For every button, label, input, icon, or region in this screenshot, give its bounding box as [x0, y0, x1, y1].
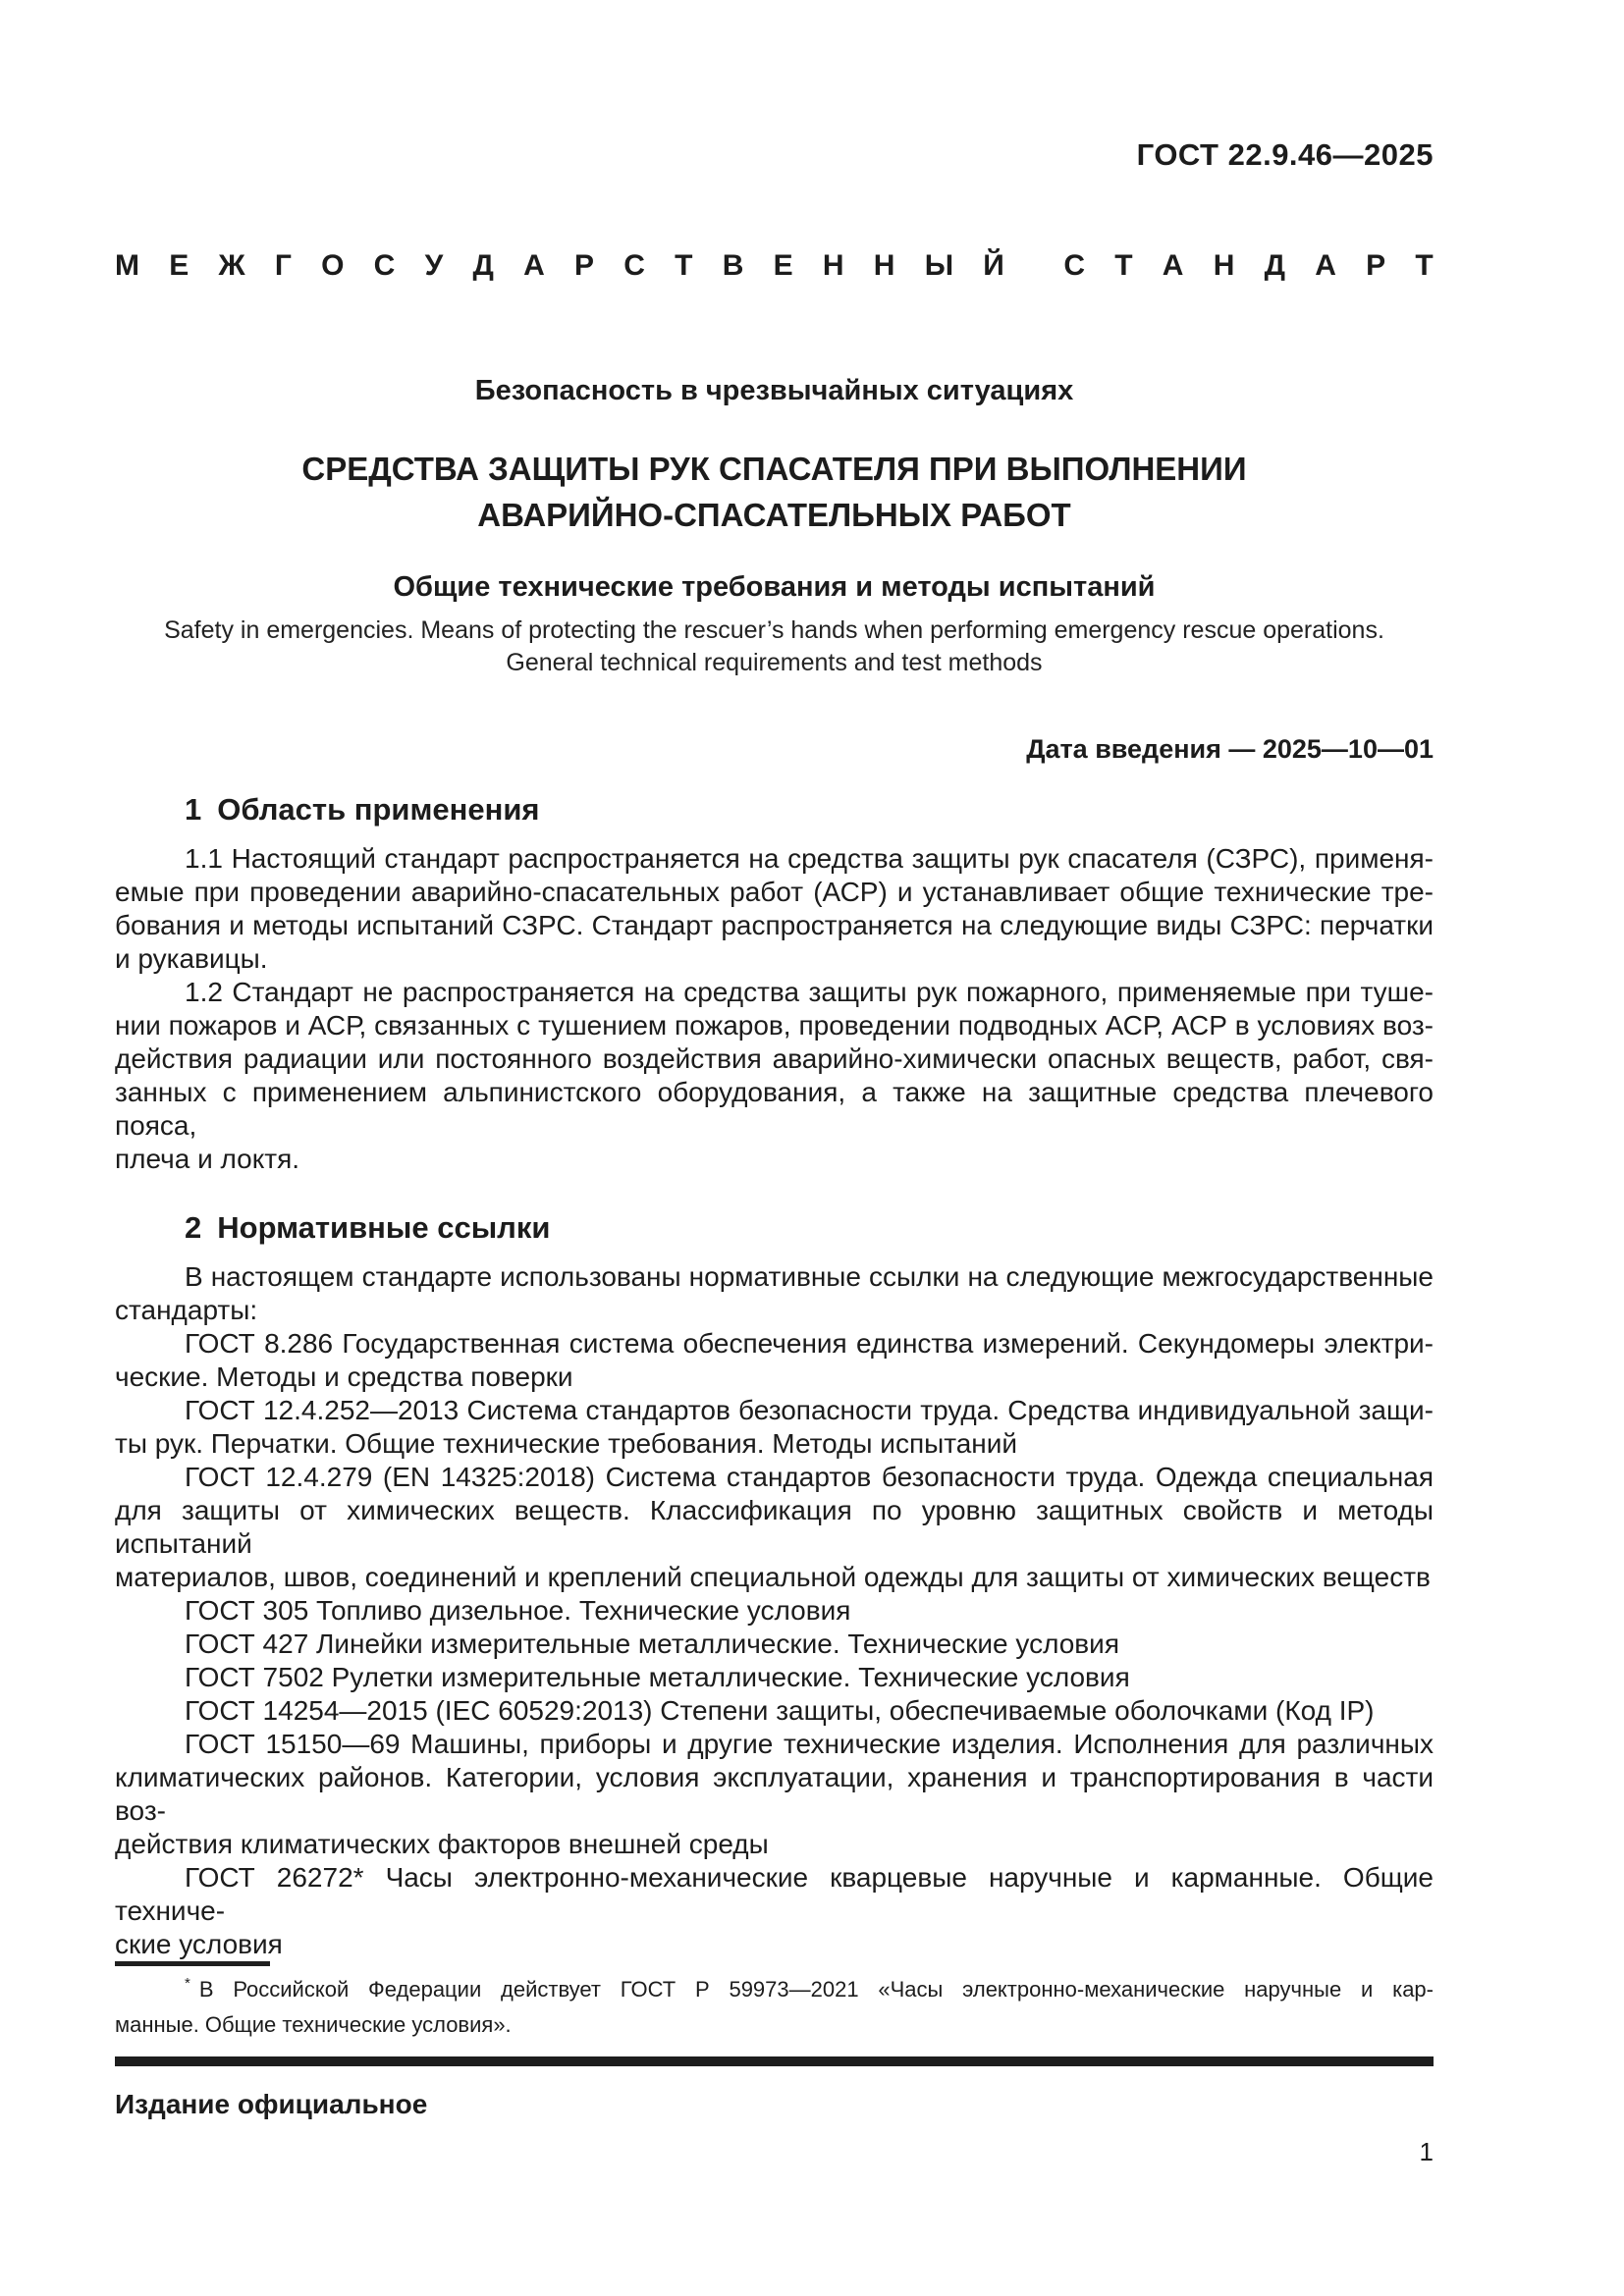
- title-english-line-2: General technical requirements and test methods: [506, 649, 1043, 676]
- footnote-line: [115, 1973, 1434, 2008]
- paragraph: [115, 842, 1434, 976]
- edition-note: Издание официальное: [115, 2089, 428, 2119]
- standard-type-letter: Т: [675, 249, 693, 282]
- standard-type-letter: В: [722, 249, 744, 282]
- paragraph-line: ГОСТ 12.4.252—2013 Система стандартов безопасности труда. Средства индивидуальной защи-: [185, 1395, 1434, 1425]
- standard-type-letter: С: [623, 249, 645, 282]
- standard-type-letter: Т: [1415, 249, 1434, 282]
- standard-type-letter: Д: [472, 249, 494, 282]
- standard-type-letter: Й: [983, 249, 1004, 282]
- paragraph: [115, 1628, 1434, 1661]
- paragraph-line: ты рук. Перчатки. Общие технические требования. Методы испытаний: [115, 1428, 1018, 1459]
- paragraph-line: климатических районов. Категории, условия эксплуатации, хранения и транспортирования в части воз-: [115, 1762, 1434, 1826]
- section-title: Нормативные ссылки: [217, 1210, 551, 1245]
- standard-type-letter: С: [1063, 249, 1085, 282]
- main-title-line-1: СРЕДСТВА ЗАЩИТЫ РУК СПАСАТЕЛЯ ПРИ ВЫПОЛНЕНИИ: [301, 451, 1247, 487]
- section-heading: [115, 791, 1434, 828]
- paragraph-line: плеча и локтя.: [115, 1144, 300, 1174]
- standard-type-letter: А: [523, 249, 545, 282]
- footnote-line: манные. Общие технические условия».: [115, 2012, 512, 2037]
- paragraph-line: занных с применением альпинистского оборудования, а также на защитные средства плечевого пояса,: [115, 1077, 1434, 1141]
- standard-type-letter: Н: [873, 249, 895, 282]
- section-heading: [115, 1209, 1434, 1247]
- paragraph-line: ГОСТ 12.4.279 (EN 14325:2018) Система стандартов безопасности труда. Одежда специальная: [185, 1462, 1434, 1492]
- paragraph-line: 1.1 Настоящий стандарт распространяется на средства защиты рук спасателя (СЗРС), применя-: [185, 843, 1434, 874]
- main-title-line-2: АВАРИЙНО-СПАСАТЕЛЬНЫХ РАБОТ: [477, 497, 1071, 533]
- paragraph: [115, 976, 1434, 1176]
- paragraph-line: для защиты от химических веществ. Классификация по уровню защитных свойств и методы испытаний: [115, 1495, 1434, 1559]
- standard-type-letter: Т: [1114, 249, 1133, 282]
- paragraph-line: ГОСТ 14254—2015 (IEC 60529:2013) Степени защиты, обеспечиваемые оболочками (Код IP): [185, 1695, 1375, 1726]
- paragraph-line: ГОСТ 26272* Часы электронно-механические кварцевые наручные и карманные. Общие техниче-: [115, 1862, 1434, 1926]
- paragraph-line: ГОСТ 305 Топливо дизельное. Технические условия: [185, 1595, 851, 1626]
- standard-type-letter: Ы: [924, 249, 954, 282]
- section-1: [115, 791, 1434, 1176]
- standard-type-letter: Д: [1264, 249, 1285, 282]
- standard-type-letter: Е: [773, 249, 793, 282]
- sections-container: [115, 791, 1434, 1961]
- paragraph-line: стандарты:: [115, 1295, 258, 1325]
- standard-type-letter: У: [424, 249, 444, 282]
- paragraph: [115, 1661, 1434, 1694]
- standard-type-letter: Р: [1366, 249, 1386, 282]
- paragraph: [115, 1394, 1434, 1461]
- title-english: [115, 614, 1434, 679]
- footnote-block: [115, 1961, 1434, 2166]
- section-title: Область применения: [217, 792, 540, 827]
- footnote-rule: [115, 1961, 270, 1966]
- paragraph-line: действия радиации или постоянного воздействия аварийно-химически опасных веществ, работ, свя-: [115, 1043, 1434, 1074]
- subtitle: Общие технические требования и методы испытаний: [393, 571, 1156, 603]
- paragraph: [115, 1260, 1434, 1327]
- effective-date: Дата введения — 2025—10—01: [1026, 734, 1434, 764]
- paragraph: [115, 1694, 1434, 1728]
- section-number: 2: [185, 1210, 202, 1245]
- standard-type-heading: [115, 249, 1434, 283]
- section-number: 1: [185, 792, 202, 827]
- paragraph-line: действия климатических факторов внешней среды: [115, 1829, 769, 1859]
- standard-type-letter: А: [1315, 249, 1336, 282]
- doc-number: ГОСТ 22.9.46—2025: [1136, 137, 1434, 172]
- standard-type-letter: М: [115, 249, 139, 282]
- paragraph: [115, 1594, 1434, 1628]
- paragraph-line: ГОСТ 15150—69 Машины, приборы и другие технические изделия. Исполнения для различных: [185, 1729, 1434, 1759]
- paragraph: [115, 1327, 1434, 1394]
- standard-type-letter: Ж: [218, 249, 245, 282]
- subject-title: Безопасность в чрезвычайных ситуациях: [474, 375, 1074, 406]
- paragraph-line: ГОСТ 427 Линейки измерительные металлические. Технические условия: [185, 1629, 1119, 1659]
- page-number: 1: [1419, 2137, 1434, 2166]
- standard-type-letter: Р: [574, 249, 595, 282]
- standard-type-letter: А: [1162, 249, 1184, 282]
- standard-type-letter: Н: [822, 249, 844, 282]
- paragraph-line: ческие. Методы и средства поверки: [115, 1362, 573, 1392]
- paragraph-line: 1.2 Стандарт не распространяется на средства защиты рук пожарного, применяемые при туше-: [185, 977, 1434, 1007]
- footnote-text: В Российской Федерации действует ГОСТ Р 59973—2021 «Часы электронно-механические наручные и кар-: [198, 1977, 1434, 2002]
- paragraph: [115, 1728, 1434, 1861]
- main-title: [115, 446, 1434, 538]
- divider-rule-bottom: [115, 2056, 1434, 2066]
- standard-type-letter: С: [373, 249, 396, 282]
- title-english-line-1: Safety in emergencies. Means of protecting the rescuer’s hands when performing emergency rescue operations.: [164, 616, 1384, 644]
- paragraph-line: ГОСТ 7502 Рулетки измерительные металлические. Технические условия: [185, 1662, 1130, 1692]
- standard-type-letter: О: [321, 249, 345, 282]
- paragraph: [115, 1861, 1434, 1961]
- paragraph: [115, 1461, 1434, 1594]
- footnote-marker: *: [185, 1975, 190, 1992]
- standard-type-letter: Е: [169, 249, 189, 282]
- standard-type-letter: Г: [274, 249, 292, 282]
- standard-type-letter: Н: [1213, 249, 1235, 282]
- paragraph-line: В настоящем стандарте использованы нормативные ссылки на следующие межгосударственные: [185, 1261, 1434, 1292]
- paragraph-line: ГОСТ 8.286 Государственная система обеспечения единства измерений. Секундомеры электри-: [185, 1328, 1434, 1359]
- section-2: [115, 1209, 1434, 1961]
- paragraph-line: и рукавицы.: [115, 943, 268, 974]
- paragraph-line: нии пожаров и АСР, связанных с тушением пожаров, проведении подводных АСР, АСР в условиях воз-: [115, 1010, 1434, 1041]
- paragraph-line: бования и методы испытаний СЗРС. Стандарт распространяется на следующие виды СЗРС: перчатки: [115, 910, 1434, 940]
- paragraph-line: ские условия: [115, 1929, 283, 1959]
- paragraph-line: емые при проведении аварийно-спасательных работ (АСР) и устанавливает общие технические тре-: [115, 877, 1434, 907]
- paragraph-line: материалов, швов, соединений и креплений специальной одежды для защиты от химических веществ: [115, 1562, 1431, 1592]
